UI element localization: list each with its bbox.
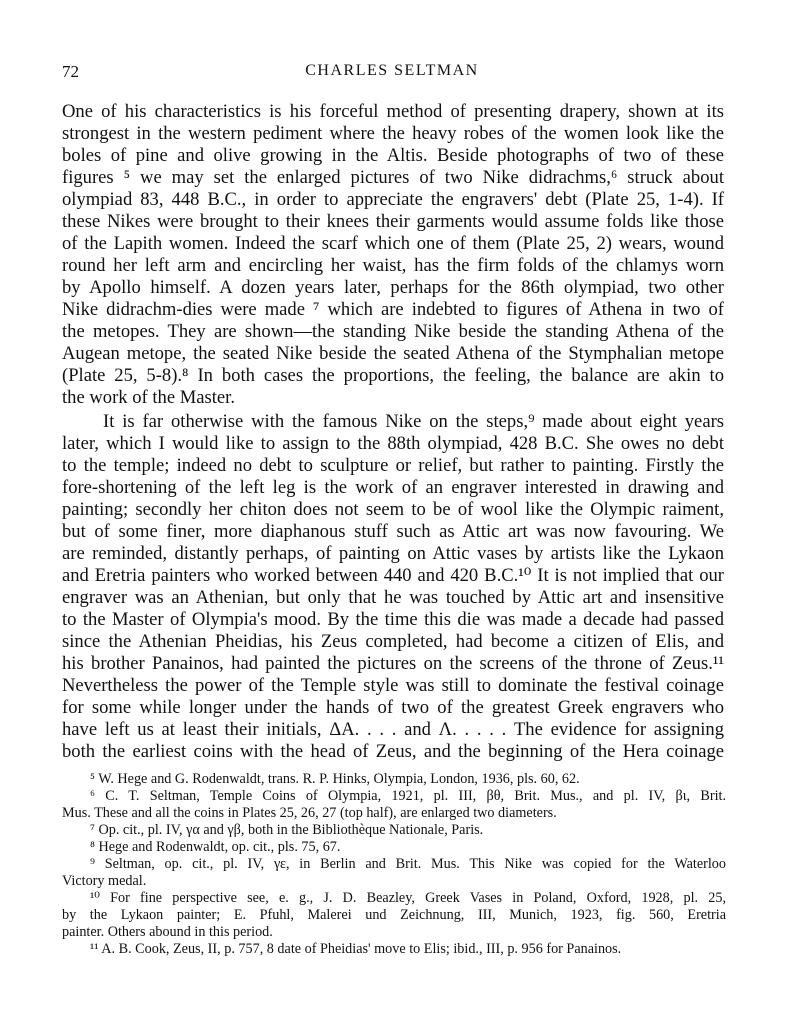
body-line: engraver was an Athenian, but only that he was touched by Attic art and insensitive xyxy=(62,587,724,608)
body-line: Nike didrachm-dies were made ⁷ which are indebted to figures of Athena in two of xyxy=(62,299,724,320)
body-line: olympiad 83, 448 B.C., in order to appreciate the engravers' debt (Plate 25, 1-4). If xyxy=(62,189,724,210)
body-line: Augean metope, the seated Nike beside the seated Athena of the Stymphalian metope xyxy=(62,343,724,364)
body-line: (Plate 25, 5-8).⁸ In both cases the proportions, the feeling, the balance are akin to xyxy=(62,365,724,386)
footnote-line: painter. Others abound in this period. xyxy=(62,924,273,940)
body-line: the metopes. They are shown—the standing Nike beside the standing Athena of the xyxy=(62,321,724,342)
body-line: One of his characteristics is his forceful method of presenting drapery, shown at its xyxy=(62,101,724,122)
footnote-line: Mus. These and all the coins in Plates 25, 26, 27 (top half), are enlarged two diameters. xyxy=(62,805,557,821)
body-line: It is far otherwise with the famous Nike on the steps,⁹ made about eight years xyxy=(103,411,724,432)
footnote-line: ⁹ Seltman, op. cit., pl. IV, γε, in Berlin and Brit. Mus. This Nike was copied for the Waterloo xyxy=(90,856,726,872)
body-line: strongest in the western pediment where the heavy robes of the women look like the xyxy=(62,123,724,144)
body-line: for some while longer under the hands of two of the greatest Greek engravers who xyxy=(62,697,724,718)
body-line: figures ⁵ we may set the enlarged pictures of two Nike didrachms,⁶ struck about xyxy=(62,167,724,188)
body-line: to the temple; indeed no debt to sculpture or relief, but rather to painting. Firstly the xyxy=(62,455,724,476)
footnote-line: ¹¹ A. B. Cook, Zeus, II, p. 757, 8 date of Pheidias' move to Elis; ibid., III, p. 956 for Panainos. xyxy=(90,941,622,957)
body-line: the work of the Master. xyxy=(62,387,235,408)
body-line: are reminded, distantly perhaps, of painting on Attic vases by artists like the Lykaon xyxy=(62,543,724,564)
body-line: since the Athenian Pheidias, his Zeus completed, had become a citizen of Elis, and xyxy=(62,631,724,652)
footnote-line: ¹⁰ For fine perspective see, e. g., J. D. Beazley, Greek Vases in Poland, Oxford, 1928, pl. 25, xyxy=(90,890,726,906)
body-line: of the Lapith women. Indeed the scarf which one of them (Plate 25, 2) wears, wound xyxy=(62,233,724,254)
footnote-line: Victory medal. xyxy=(62,873,147,889)
body-line: round her left arm and encircling her waist, has the firm folds of the chlamys worn xyxy=(62,255,724,276)
body-line: by Apollo himself. A dozen years later, perhaps for the 86th olympiad, two other xyxy=(62,277,724,298)
footnote-line: by the Lykaon painter; E. Pfuhl, Malerei und Zeichnung, III, Munich, 1923, fig. 560, Eretria xyxy=(62,907,726,923)
body-line: to the Master of Olympia's mood. By the time this die was made a decade had passed xyxy=(62,609,724,630)
page-header xyxy=(62,62,722,86)
body-line: both the earliest coins with the head of Zeus, and the beginning of the Hera coinage xyxy=(62,741,724,762)
body-line: but of some finer, more diaphanous stuff such as Attic art was now favouring. We xyxy=(62,521,724,542)
body-line: later, which I would like to assign to the 88th olympiad, 428 B.C. She owes no debt xyxy=(62,433,724,454)
body-line: his brother Panainos, had painted the pictures on the screens of the throne of Zeus.¹¹ xyxy=(62,653,724,674)
footnote-line: ⁷ Op. cit., pl. IV, γα and γβ, both in the Bibliothèque Nationale, Paris. xyxy=(90,822,484,838)
body-line: Nevertheless the power of the Temple style was still to dominate the festival coinage xyxy=(62,675,724,696)
body-line: have left us at least their initials, ΔA. . . . and Λ. . . . . The evidence for assigning xyxy=(62,719,724,740)
footnote-line: ⁵ W. Hege and G. Rodenwaldt, trans. R. P. Hinks, Olympia, London, 1936, pls. 60, 62. xyxy=(90,771,580,787)
running-head: CHARLES SELTMAN xyxy=(305,62,479,79)
body-line: these Nikes were brought to their knees their garments would assume folds like those xyxy=(62,211,724,232)
body-line: boles of pine and olive growing in the Altis. Beside photographs of two of these xyxy=(62,145,724,166)
footnote-line: ⁸ Hege and Rodenwaldt, op. cit., pls. 75, 67. xyxy=(90,839,341,855)
body-line: and Eretria painters who worked between 440 and 420 B.C.¹⁰ It is not implied that our xyxy=(62,565,724,586)
body-line: painting; secondly her chiton does not seem to be of wool like the Olympic raiment, xyxy=(62,499,724,520)
footnote-line: ⁶ C. T. Seltman, Temple Coins of Olympia, 1921, pl. III, βθ, Brit. Mus., and pl. IV, βι, Brit. xyxy=(90,788,726,804)
body-line: fore-shortening of the left leg is the work of an engraver interested in drawing and xyxy=(62,477,724,498)
page-number: 72 xyxy=(62,62,79,81)
